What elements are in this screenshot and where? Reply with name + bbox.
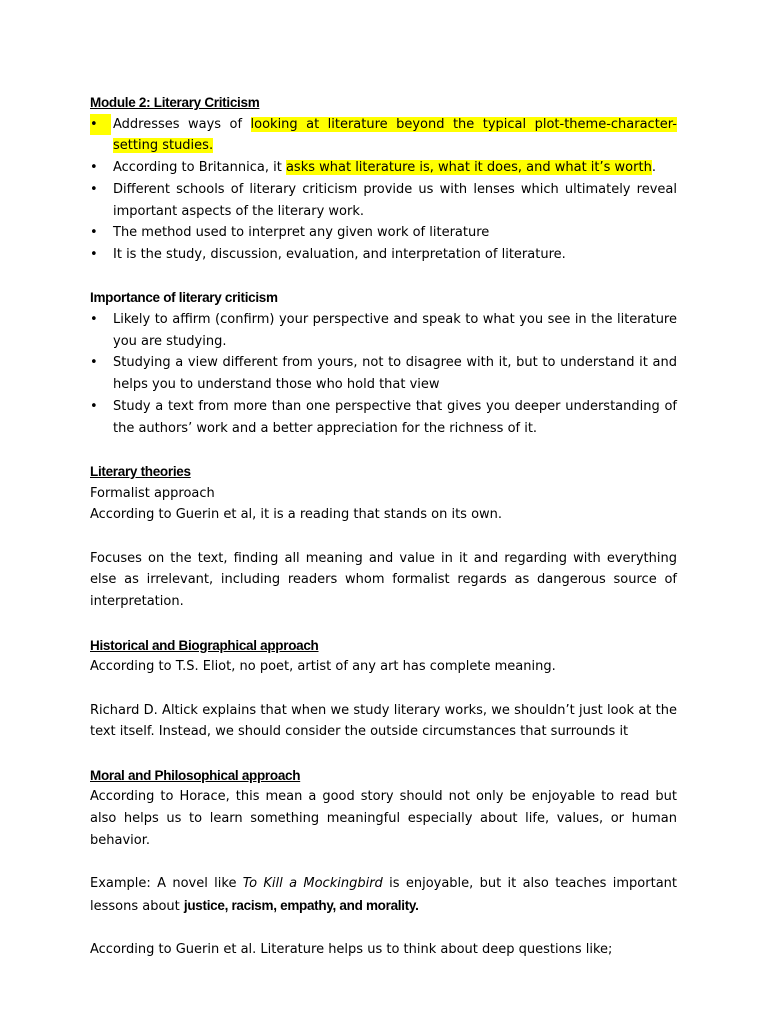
bullet-icon: • <box>90 246 98 262</box>
historical-title: Historical and Biographical approach <box>90 637 319 653</box>
module-bullet-list <box>90 114 677 266</box>
historical-line: According to T.S. Eliot, no poet, artist of any art has complete meaning. <box>90 659 556 675</box>
formalist-line: According to Guerin et al, it is a reading that stands on its own. <box>90 507 503 523</box>
list-item: • Study a text from more than one perspective that gives you deeper understanding of the authors’ work and a better appreciation for the richness of it. <box>90 396 677 439</box>
highlighted-text: looking at literature beyond the typical plot-theme-character-setting studies. <box>113 116 677 154</box>
moral-paragraph: According to Horace, this mean a good story should not only be enjoyable to read but also helps us to learn something meaningful especially about life, values, or human behavior. <box>90 789 677 848</box>
formalist-label: Formalist approach <box>90 485 215 501</box>
list-item: • Different schools of literary criticism provide us with lenses which ultimately reveal important aspects of the literary work. <box>90 179 677 222</box>
moral-closing-line: According to Guerin et al. Literature helps us to think about deep questions like; <box>90 942 613 958</box>
theories-title: Literary theories <box>90 463 191 479</box>
list-item: • Addresses ways of looking at literature beyond the typical plot-theme-character-setting studies. <box>90 114 677 157</box>
formalist-paragraph: Focuses on the text, finding all meaning and value in it and regarding with everything else as irrelevant, including readers whom formalist regards as dangerous source of interpretation. <box>90 550 677 610</box>
bullet-icon: • <box>90 181 98 197</box>
module-title: Module 2: Literary Criticism <box>90 95 260 110</box>
historical-paragraph: Richard D. Altick explains that when we study literary works, we shouldn’t just look at the text itself. Instead, we should consider the outside circumstances that surrounds it <box>90 702 677 740</box>
bullet-icon: • <box>90 312 98 328</box>
importance-title: Importance of literary criticism <box>90 290 278 306</box>
list-item: • Studying a view different from yours, not to disagree with it, but to understand it and helps you to understand those who hold that view <box>90 352 677 395</box>
bullet-icon: • <box>90 398 98 414</box>
list-item: • It is the study, discussion, evaluation, and interpretation of literature. <box>90 244 677 266</box>
bullet-icon: • <box>90 225 98 241</box>
list-item: • Likely to affirm (confirm) your perspective and speak to what you see in the literature you are studying. <box>90 309 677 352</box>
importance-bullet-list <box>90 309 677 439</box>
list-item: • The method used to interpret any given work of literature <box>90 222 677 244</box>
moral-title: Moral and Philosophical approach <box>90 767 301 783</box>
bullet-icon: • <box>90 160 98 176</box>
bullet-icon: • <box>90 355 98 371</box>
bold-phrase: justice, racism, empathy, and morality. <box>183 897 419 913</box>
list-item: • According to Britannica, it asks what literature is, what it does, and what it’s worth. <box>90 157 677 179</box>
moral-example: Example: A novel like To Kill a Mockingbird is enjoyable, but it also teaches important lessons about justice, racism, empathy, and morality. <box>90 876 677 914</box>
highlighted-text: asks what literature is, what it does, and what it’s worth <box>285 160 652 176</box>
book-title: To Kill a Mockingbird <box>242 876 383 892</box>
bullet-icon: • <box>90 114 111 136</box>
